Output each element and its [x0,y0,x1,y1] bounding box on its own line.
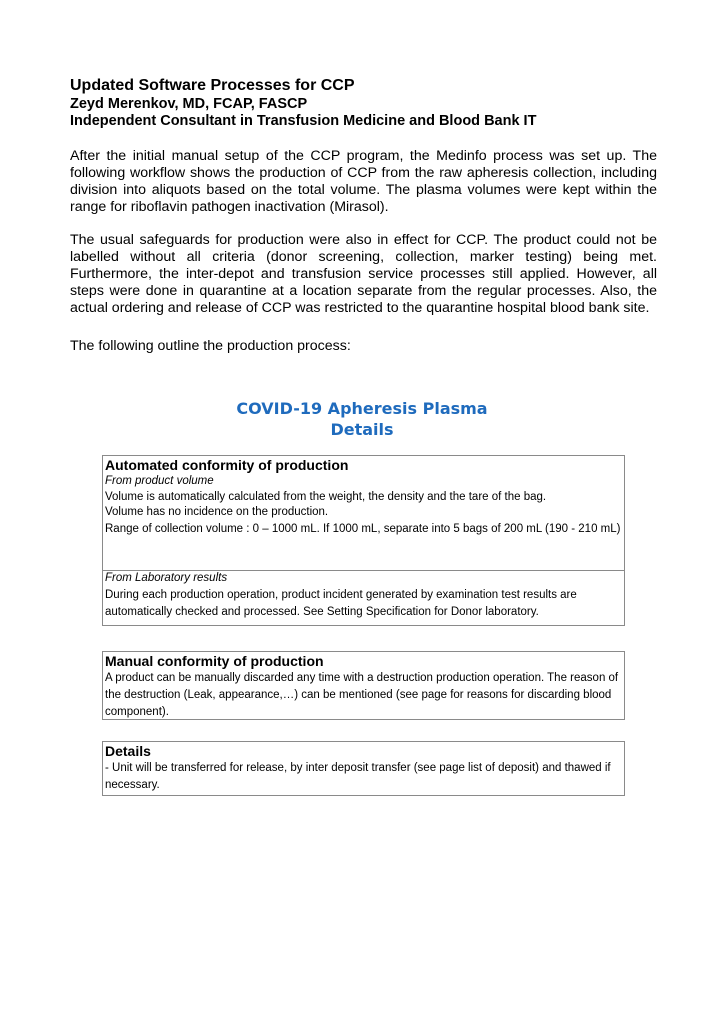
author-role: Independent Consultant in Transfusion Medicine and Blood Bank IT [70,113,537,129]
details-section [103,742,624,794]
safeguards-paragraph: The usual safeguards for production were also in effect for CCP. The product could not be labelled without all criteria (donor screening, collection, marker testing) being met. Furthermore, the inter-depot and transfusion service processes still applied. However, all steps were done in quarantine at a location separate from the regular processes. Also, the actual ordering and release of CCP was restricted to the quarantine hospital blood bank site. [70,232,657,316]
document-title: Updated Software Processes for CCP [70,77,355,94]
volume-line: Volume is automatically calculated from the weight, the density and the tare of the bag. [105,490,547,503]
volume-line: Range of collection volume : 0 – 1000 mL. If 1000 mL, separate into 5 bags of 200 mL (190 - 210 mL) [105,522,621,535]
manual-conformity-text: A product can be manually discarded any time with a destruction production operation. The reason of the destruction (Leak, appearance,…) can be mentioned (see page for reasons for discarding blood component). [105,672,619,718]
laboratory-results-section [103,571,624,621]
details-text: - Unit will be transferred for release, by inter deposit transfer (see page list of deposit) and thawed if necessary. [105,762,611,791]
details-box [102,741,625,796]
diagram-subtitle: Details [330,420,394,439]
automated-conformity-box [102,455,625,626]
intro-paragraph: After the initial manual setup of the CCP program, the Medinfo process was set up. The following workflow shows the production of CCP from the raw apheresis collection, including division into aliquots based on the total volume. The plasma volumes were kept within the range for riboflavin pathogen inactivation (Mirasol). [70,148,657,215]
manual-conformity-section [103,652,624,721]
automated-conformity-heading: Automated conformity of production [105,457,349,473]
product-volume-section [103,456,624,571]
manual-conformity-box [102,651,625,720]
details-heading: Details [105,743,151,759]
product-volume-subheading: From product volume [105,475,214,487]
author-name: Zeyd Merenkov, MD, FCAP, FASCP [70,96,308,112]
volume-line: Volume has no incidence on the production. [105,506,329,518]
diagram-title: COVID-19 Apheresis Plasma [236,399,488,418]
manual-conformity-heading: Manual conformity of production [105,653,324,669]
laboratory-results-text: During each production operation, product incident generated by examination test results are automatically checked and processed. See Setting Specification for Donor laboratory. [105,588,577,618]
laboratory-results-subheading: From Laboratory results [105,572,228,584]
outline-paragraph: The following outline the production process: [70,338,351,354]
